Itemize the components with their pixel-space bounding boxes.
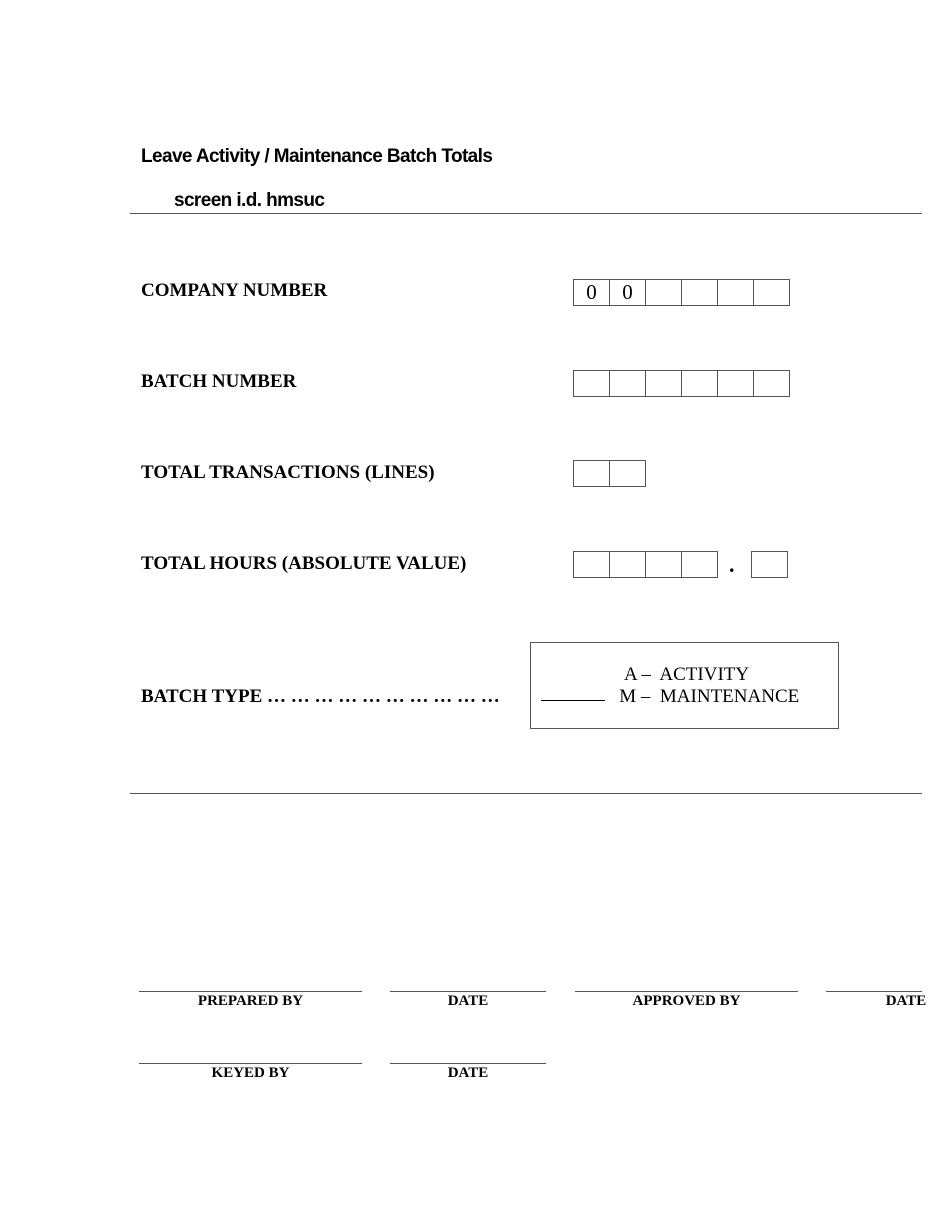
keyed-by-line[interactable] (139, 1063, 362, 1064)
total-transactions-label: TOTAL TRANSACTIONS (LINES) (141, 462, 435, 483)
form-title: Leave Activity / Maintenance Batch Totals (141, 146, 493, 167)
batch-number-digit-6[interactable] (753, 370, 790, 397)
option-text: ACTIVITY (659, 664, 750, 685)
total-hours-decimal-digit[interactable] (751, 551, 788, 578)
company-number-digit-6[interactable] (753, 279, 790, 306)
total-transactions-digit-2[interactable] (609, 460, 646, 487)
company-number-digit-4[interactable] (681, 279, 718, 306)
batch-type-label: BATCH TYPE … … … … … … … … … … (141, 686, 500, 707)
batch-type-option-maintenance (541, 686, 799, 708)
date-label-1: DATE (447, 993, 489, 1009)
approved-by-label: APPROVED BY (632, 993, 741, 1009)
keyed-by-label: KEYED BY (211, 1065, 290, 1081)
company-number-label: COMPANY NUMBER (141, 280, 328, 301)
batch-type-box (530, 642, 839, 729)
date-label-3: DATE (447, 1065, 489, 1081)
batch-number-field[interactable] (573, 370, 790, 397)
total-transactions-digit-1[interactable] (573, 460, 610, 487)
option-text: MAINTENANCE (659, 686, 800, 707)
prepared-by-label: PREPARED BY (197, 993, 304, 1009)
total-hours-digit-2[interactable] (609, 551, 646, 578)
date-line-1[interactable] (390, 991, 546, 992)
batch-type-option-activity (624, 664, 749, 686)
batch-number-digit-5[interactable] (717, 370, 754, 397)
batch-number-label: BATCH NUMBER (141, 371, 297, 392)
option-code: A – (624, 664, 651, 685)
total-hours-whole-field[interactable] (573, 551, 718, 578)
company-number-digit-1[interactable]: 0 (573, 279, 610, 306)
total-hours-digit-1[interactable] (573, 551, 610, 578)
batch-type-input[interactable] (541, 700, 605, 701)
total-hours-digit-3[interactable] (645, 551, 682, 578)
batch-number-digit-3[interactable] (645, 370, 682, 397)
screen-id: screen i.d. hmsuc (174, 190, 325, 211)
prepared-by-line[interactable] (139, 991, 362, 992)
date-label-2: DATE (885, 993, 927, 1009)
approved-by-line[interactable] (575, 991, 798, 992)
total-hours-digit-4[interactable] (681, 551, 718, 578)
batch-number-digit-1[interactable] (573, 370, 610, 397)
header-divider (130, 213, 922, 214)
batch-number-digit-2[interactable] (609, 370, 646, 397)
total-transactions-field[interactable] (573, 460, 646, 487)
company-number-digit-2[interactable]: 0 (609, 279, 646, 306)
decimal-point: . (729, 552, 735, 577)
option-code: M – (619, 686, 651, 707)
company-number-digit-3[interactable] (645, 279, 682, 306)
company-number-digit-5[interactable] (717, 279, 754, 306)
company-number-field[interactable] (573, 279, 790, 306)
total-hours-label: TOTAL HOURS (ABSOLUTE VALUE) (141, 553, 467, 574)
date-line-2[interactable] (826, 991, 922, 992)
date-line-3[interactable] (390, 1063, 546, 1064)
total-hours-decimal-field[interactable] (751, 551, 788, 578)
batch-number-digit-4[interactable] (681, 370, 718, 397)
footer-divider (130, 793, 922, 794)
